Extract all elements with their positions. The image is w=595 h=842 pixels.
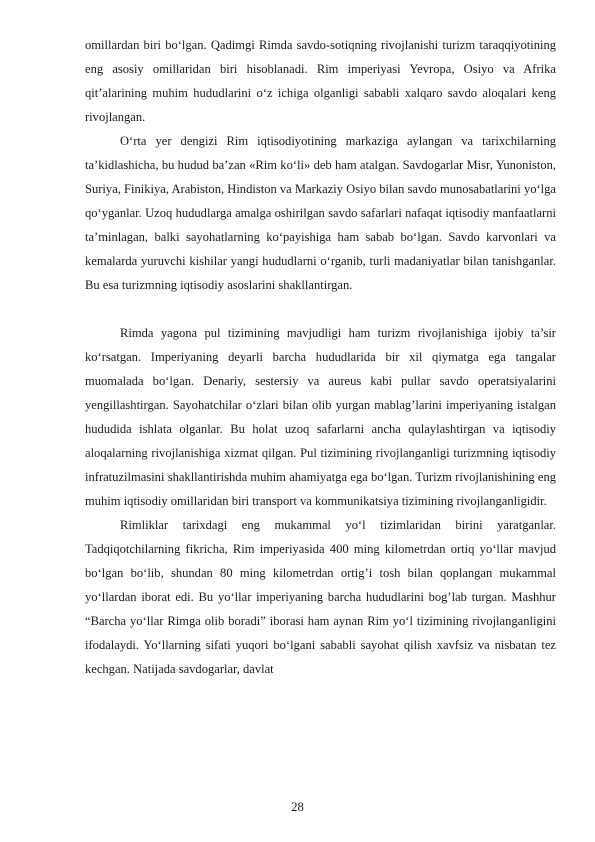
paragraph-4: Rimliklar tarixdagi eng mukammal yo‘l tizimlaridan birini yaratganlar. Tadqiqotchilarning fikricha, Rim imperiyasida 400 ming kilometrdan ortiq yo‘llar mavjud bo‘lgan bo‘lib, shundan 80 ming kilometrdan ortig’i tosh bilan qoplangan mukammal yo‘llardan iborat edi. Bu yo‘llar imperiyaning barcha hududlarini bog’lab turgan. Mashhur “Barcha yo‘llar Rimga olib boradi” iborasi ham aynan Rim yo‘l tizimining rivojlanganligini ifodalaydi. Yo‘llarning sifati yuqori bo‘lgani sababli sayohat qilish xavfsiz va nisbatan tez kechgan. Natijada savdogarlar, davlat [85, 518, 556, 676]
paragraph-3: Rimda yagona pul tizimining mavjudligi ham turizm rivojlanishiga ijobiy ta’sir ko‘rsatgan. Imperiyaning deyarli barcha hududlarida bir xil qiymatga ega tangalar muomalada bo‘lgan. Denariy, sestersiy va aureus kabi pullar savdo operatsiyalarini yengillashtirgan. Sayohatchilar o‘zlari bilan olib yurgan mablag’larini imperiyaning istalgan hududida ishlata olganlar. Bu holat uzoq safarlarni ancha qulaylashtirgan va iqtisodiy aloqalarning rivojlanishiga xizmat qilgan. Pul tizimining rivojlanganligi turizmning iqtisodiy infratuzilmasini shakllantirishda muhim ahamiyatga ega bo‘lgan. Turizm rivojlanishining eng muhim iqtisodiy omillaridan biri transport va kommunikatsiya tizimining rivojlanganligidir. [85, 326, 556, 508]
paragraph-spacer [85, 297, 556, 321]
paragraph-1: omillardan biri bo‘lgan. Qadimgi Rimda savdo-sotiqning rivojlanishi turizm taraqqiyotining eng asosiy omillaridan biri hisoblanadi. Rim imperiyasi Yevropa, Osiyo va Afrika qit’alarining muhim hududlarini o‘z ichiga olganligi sababli xalqaro savdo aloqalari keng rivojlangan. [85, 38, 556, 124]
paragraph-2: O‘rta yer dengizi Rim iqtisodiyotining markaziga aylangan va tarixchilarning ta’kidlashicha, bu hudud ba’zan «Rim ko‘li» deb ham atalgan. Savdogarlar Misr, Yunoniston, Suriya, Finikiya, Arabiston, Hindiston va Markaziy Osiyo bilan savdo munosabatlarini yo‘lga qo‘yganlar. Uzoq hududlarga amalga oshirilgan savdo safarlari nafaqat iqtisodiy manfaatlarni ta’minlagan, balki sayohatlarning ko‘payishiga ham sabab bo‘lgan. Savdo karvonlari va kemalarda yuruvchi kishilar yangi hududlarni o‘rganib, turli madaniyatlar bilan tanishganlar. Bu esa turizmning iqtisodiy asoslarini shakllantirgan. [85, 134, 556, 292]
body-text [85, 33, 556, 681]
page-number: 28 [291, 800, 304, 814]
